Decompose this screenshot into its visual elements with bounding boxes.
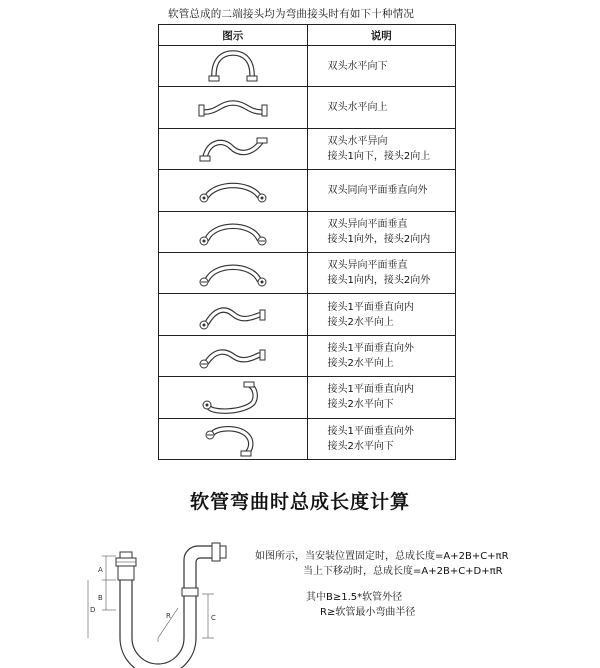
formula-block	[255, 549, 509, 579]
section-title: 软管弯曲时总成长度计算	[189, 491, 410, 513]
hose-both-up-icon	[159, 87, 308, 128]
label-c: C	[211, 614, 216, 622]
table-row	[159, 335, 456, 376]
column-header-diagram: 图示	[159, 25, 308, 46]
bent-hose-dimension-diagram-icon	[86, 530, 246, 668]
row-description: 双头异向平面垂直 接头1向内，接头2向外	[307, 252, 456, 293]
label-b: B	[98, 594, 103, 602]
hose-in-up-icon	[159, 294, 308, 335]
hose-opposite-vertical-in-out-icon	[159, 252, 308, 293]
row-description: 接头1平面垂直向外 接头2水平向下	[307, 418, 456, 459]
formula-moving: 当上下移动时，总成长度=A+2B+C+D+πR	[303, 566, 503, 577]
label-r: R	[166, 612, 171, 620]
hose-same-vertical-outward-icon	[159, 170, 308, 211]
table-row	[159, 252, 456, 293]
table-row	[159, 128, 456, 169]
note-r: R≥软管最小弯曲半径	[320, 607, 416, 618]
column-header-description: 说明	[307, 25, 456, 46]
label-a: A	[98, 566, 103, 574]
table-row	[159, 377, 456, 418]
table-row	[159, 418, 456, 459]
table-row	[159, 170, 456, 211]
row-description: 双头同向平面垂直向外	[307, 170, 456, 211]
hose-out-down-icon	[159, 418, 308, 459]
hose-configuration-table	[158, 24, 456, 460]
row-description: 双头水平向上	[307, 87, 456, 128]
table-row	[159, 87, 456, 128]
row-description: 双头水平异向 接头1向下，接头2向上	[307, 128, 456, 169]
note-b: 其中B≥1.5*软管外径	[306, 592, 403, 603]
notes-block	[306, 590, 415, 620]
hose-out-up-icon	[159, 335, 308, 376]
hose-opposite-horizontal-icon	[159, 128, 308, 169]
hose-opposite-vertical-out-in-icon	[159, 211, 308, 252]
intro-text: 软管总成的二端接头均为弯曲接头时有如下十种情况	[168, 8, 415, 20]
table-header-row	[159, 25, 456, 46]
table-row	[159, 46, 456, 87]
table-row	[159, 294, 456, 335]
hose-both-down-icon	[159, 46, 308, 87]
hose-in-down-icon	[159, 377, 308, 418]
row-description: 双头水平向下	[307, 46, 456, 87]
formula-fixed: 如图所示，当安装位置固定时，总成长度=A+2B+C+πR	[255, 551, 509, 562]
row-description: 接头1平面垂直向内 接头2水平向下	[307, 377, 456, 418]
label-d: D	[90, 606, 96, 614]
row-description: 接头1平面垂直向内 接头2水平向上	[307, 294, 456, 335]
row-description: 双头异向平面垂直 接头1向外，接头2向内	[307, 211, 456, 252]
row-description: 接头1平面垂直向外 接头2水平向上	[307, 335, 456, 376]
table-row	[159, 211, 456, 252]
